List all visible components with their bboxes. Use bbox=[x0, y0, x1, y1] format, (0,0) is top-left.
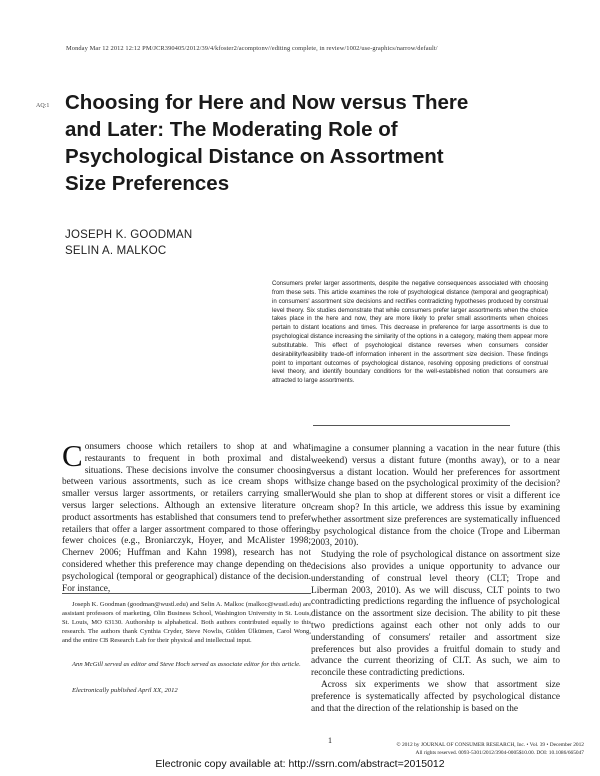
copyright-notice bbox=[316, 741, 584, 757]
footnote-text: Ann McGill served as editor and Steve Hoch served as associate editor for this article. bbox=[72, 661, 301, 668]
paragraph-text: onsumers choose which retailers to shop at and what restaurants to frequent in both proximal and distal situations. These decisions involve the consumer choosing between various assortments, such as ice cream shops with smaller versus larger assortments, or retailers carrying smaller versus larger selections. Although an extensive literature on product assortments has established that consumers tend to prefer retailers that offer a larger assortment compared to those offering fewer choices (e.g., Broniarczyk, Hoyer, and McAlister 1998; Chernev 2006; Huffman and Kahn 1998), research has not considered whether this preference may change depending on the psychological (temporal or geographical) distance of the decision. For instance, bbox=[62, 442, 311, 594]
abstract: Consumers prefer larger assortments, despite the negative consequences associated with choosing from these sets. This article examines the role of psychological distance (temporal and geographical) in consumers' assortment size decisions and rectifies contradicting hypotheses produced by construal level theory. Six studies demonstrate that while consumers prefer larger assortments when the choice takes place in the here and now, they are more likely to prefer small assortments when choices pertain to distant locations and times. This decrease in preference for large assortments is due to psychological distance increasing the similarity of the options in a category, making them appear more substitutable. This effect of psychological distance reverses when consumers consider desirability/feasibility trade-off information inherent in the assortment size decision. These findings point to important outcomes of psychological distance, resolving opposing predictions of construal level theory, and identify boundary conditions for the well-established notion that consumers are attracted to large assortments. bbox=[272, 280, 548, 385]
body-paragraph: imagine a consumer planning a vacation in the near future (this weekend) versus a distant future (months away), or to a near versus a distant location. Would her preferences for assortment size change based on the psychological proximity of the decision? Would she plan to shop at different stores or visit a different ice cream shop? In this article, we address this issue by examining whether assortment size preferences are systematically influenced by psychological distance from the choice (Trope and Liberman 2003, 2010). bbox=[311, 444, 560, 549]
footnote-divider bbox=[62, 593, 311, 594]
body-column-right bbox=[311, 444, 560, 715]
body-paragraph: Across six experiments we show that assortment size preference is systematically affected by psychological distance and that the direction of the relationship is based on the bbox=[311, 679, 560, 714]
footnote-text: Joseph K. Goodman (goodman@wustl.edu) and Selin A. Malkoc (malkoc@wustl.edu) are assistant professors of marketing, Olin Business School, Washington University in St. Louis, St. Louis, MO 63130. Authorship is alphabetical. Both authors contributed equally to this research. The authors thank Cynthia Cryder, Steve Nowlis, Gülden Ülkümen, Carol Wong, and the entire CB Research Lab for their physical and intellectual input. bbox=[62, 601, 311, 644]
drop-cap: C bbox=[62, 438, 83, 473]
article-title: Choosing for Here and Now versus There and Later: The Moderating Role of Psychological Distance on Assortment Size Preferences bbox=[65, 91, 469, 195]
section-divider bbox=[313, 425, 510, 426]
ssrn-footer: Electronic copy available at: http://ssrn.com/abstract=2015012 bbox=[155, 758, 445, 770]
author-name: SELIN A. MALKOC bbox=[65, 245, 167, 257]
footnote-text: Electronically published April XX, 2012 bbox=[72, 687, 178, 694]
body-paragraph: Studying the role of psychological distance on assortment size decisions also provides a unique opportunity to advance our understanding of construal level theory (CLT; Trope and Liberman 2003, 2010). As we will discuss, CLT points to two contradicting predictions regarding the influence of psychological distance on the assortment size decision. The ability to pit these two predictions against each other not only adds to our understanding of consumers' retailer and assortment size preferences but also provides a fruitful domain to study and advance the current theorizing of CLT. As such, we aim to reconcile these contradicting predictions. bbox=[311, 550, 560, 679]
footnote-published bbox=[62, 686, 311, 695]
page-number: 1 bbox=[328, 736, 332, 745]
running-header: Monday Mar 12 2012 12:12 PM/JCR390405/2012/39/4/kfoster2/acomptonv//editing complete, in review/1002/use-graphics/narrow/default/ bbox=[66, 45, 438, 52]
copyright-line: All rights reserved. 0093-5301/2012/3904-0005$10.00. DOI: 10.1086/665047 bbox=[415, 750, 584, 756]
author-name: JOSEPH K. GOODMAN bbox=[65, 229, 193, 241]
body-paragraph bbox=[62, 438, 311, 595]
footnote-authors bbox=[62, 600, 311, 645]
footnote-editors bbox=[62, 660, 311, 669]
body-column-left bbox=[62, 438, 311, 595]
author-query-mark: AQ:1 bbox=[36, 103, 50, 109]
copyright-line: © 2012 by JOURNAL OF CONSUMER RESEARCH, Inc. • Vol. 39 • December 2012 bbox=[396, 742, 584, 748]
